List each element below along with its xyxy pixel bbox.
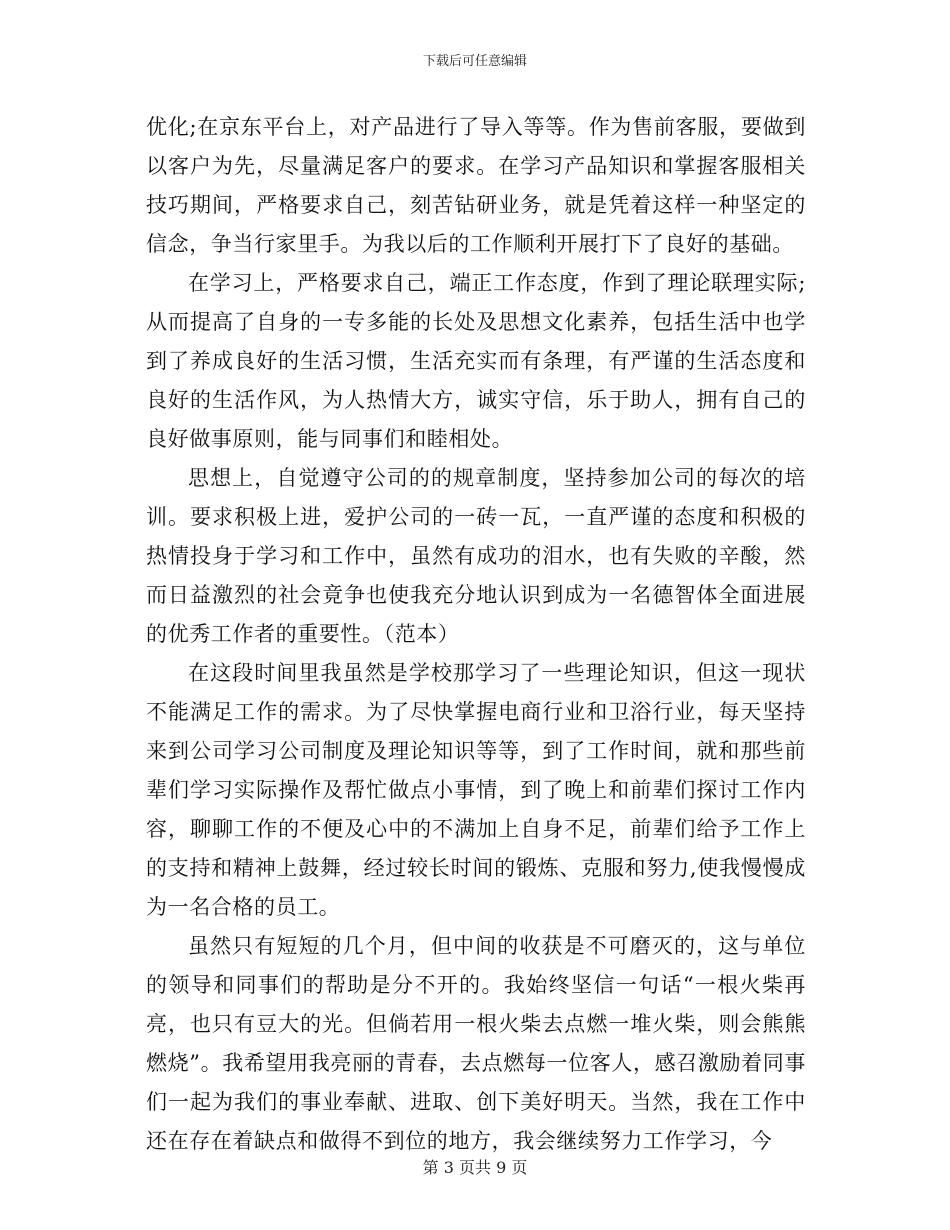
- paragraph-5: 虽然只有短短的几个月，但中间的收获是不可磨灭的，这与单位的领导和同事们的帮助是分不开的。我始终坚信一句话“一根火柴再亮，也只有豆大的光。但倘若用一根火柴去点燃一堆火柴，则会熊熊燃烧”。我希望用我亮丽的青春，去点燃每一位客人，感召激励着同事们一起为我们的事业奉献、进取、创下美好明天。当然，我在工作中还在存在着缺点和做得不到位的地方，我会继续努力工作学习，今: [146, 934, 806, 1153]
- document-body: [146, 108, 806, 1161]
- paragraph-3: 思想上，自觉遵守公司的的规章制度，坚持参加公司的每次的培训。要求积极上进，爱护公司的一砖一瓦，一直严谨的态度和积极的热情投身于学习和工作中，虽然有成功的泪水，也有失败的辛酸，然而日益激烈的社会竟争也使我充分地认识到成为一名德智体全面进展的优秀工作者的重要性。（范本）: [146, 466, 806, 646]
- paragraph-1: 优化;在京东平台上，对产品进行了导入等等。作为售前客服，要做到以客户为先，尽量满足客户的要求。在学习产品知识和掌握客服相关技巧期间，严格要求自己，刻苦钻研业务，就是凭着这样一种坚定的信念，争当行家里手。为我以后的工作顺利开展打下了良好的基础。: [146, 115, 806, 256]
- paragraph-4: 在这段时间里我虽然是学校那学习了一些理论知识，但这一现状不能满足工作的需求。为了尽快掌握电商行业和卫浴行业，每天坚持来到公司学习公司制度及理论知识等等，到了工作时间，就和那些前辈们学习实际操作及帮忙做点小事情，到了晚上和前辈们探讨工作内容，聊聊工作的不便及心中的不满加上自身不足，前辈们给予工作上的支持和精神上鼓舞，经过较长时间的锻炼、克服和努力,使我慢慢成为一名合格的员工。: [146, 661, 806, 919]
- page-footer: 第 3 页共 9 页: [422, 1158, 528, 1177]
- page-header: 下载后可任意编辑: [422, 54, 527, 69]
- paragraph-2: 在学习上，严格要求自己，端正工作态度，作到了理论联理实际;从而提高了自身的一专多能的长处及思想文化素养，包括生活中也学到了养成良好的生活习惯，生活充实而有条理，有严谨的生活态度和良好的生活作风，为人热情大方，诚实守信，乐于助人，拥有自己的良好做事原则，能与同事们和睦相处。: [146, 271, 806, 451]
